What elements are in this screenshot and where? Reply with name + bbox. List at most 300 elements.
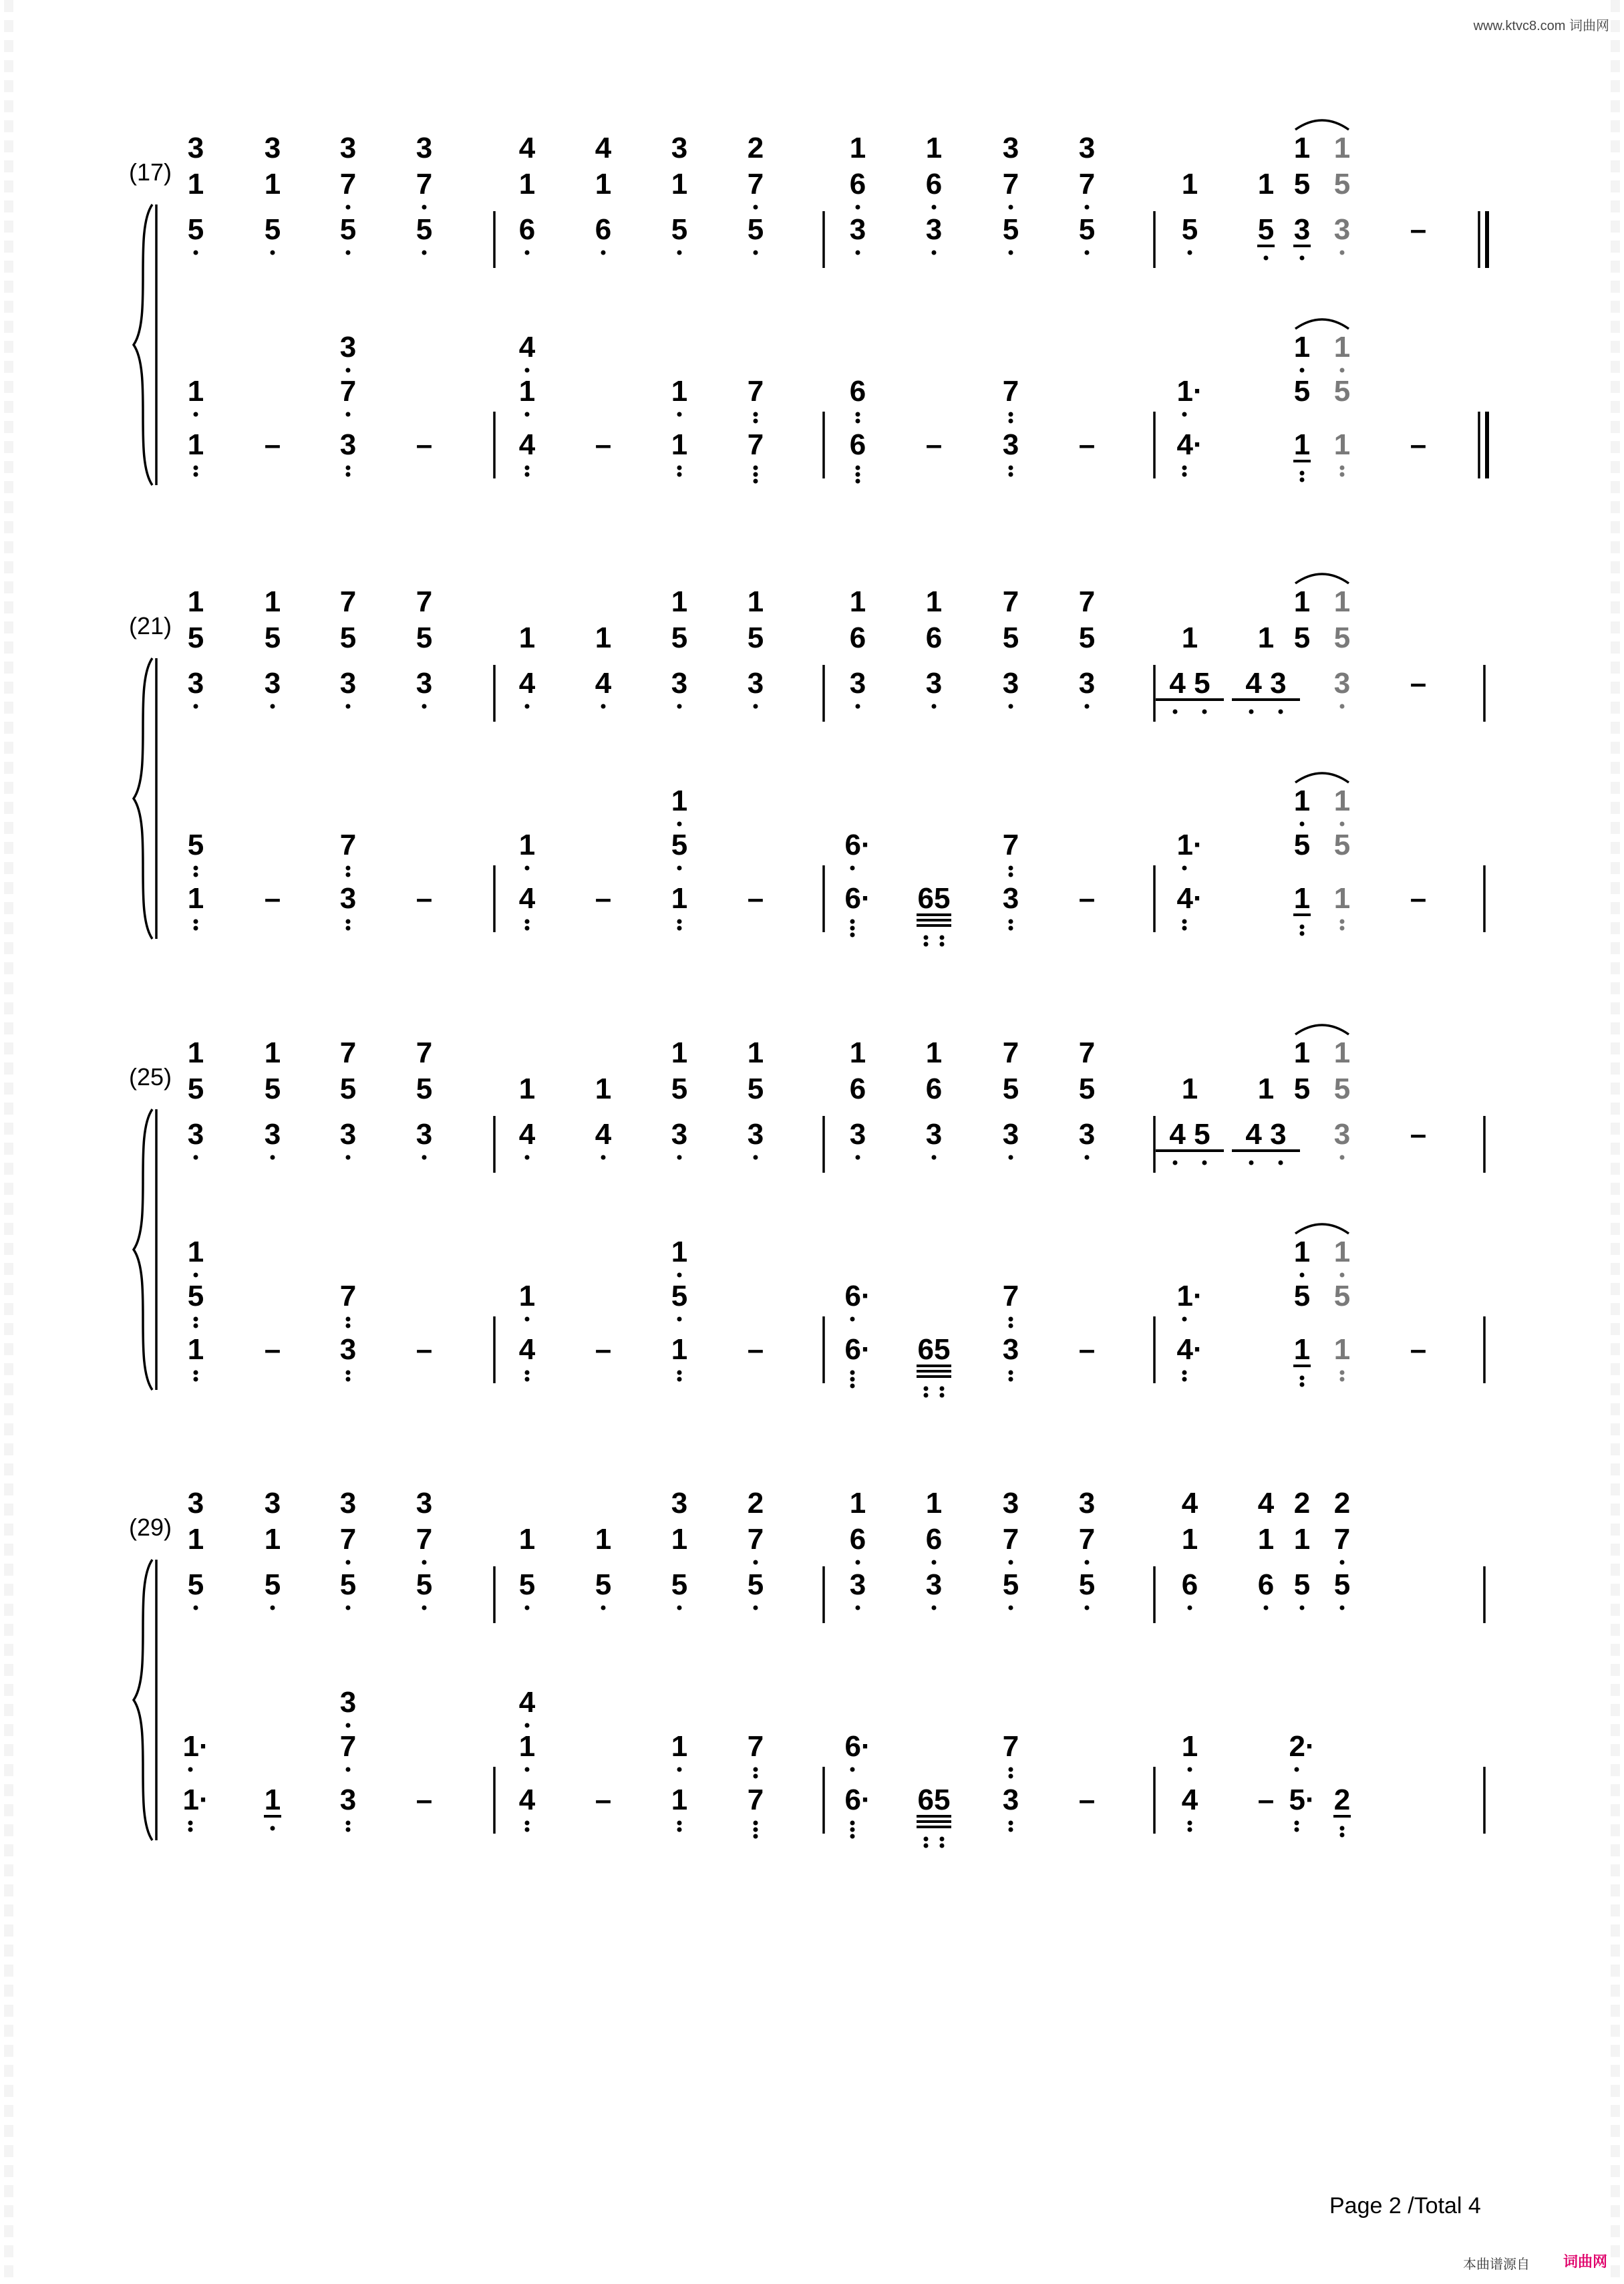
- note-digit: 5: [1333, 621, 1351, 654]
- note-digit: 6: [849, 621, 866, 654]
- octave-dot: [1182, 1317, 1187, 1322]
- note-digit: 5: [1002, 213, 1019, 246]
- note-digit: 5: [187, 829, 204, 861]
- note-digit: 5: [339, 621, 357, 654]
- octave-dot: [677, 926, 682, 931]
- octave-dot: [856, 419, 860, 424]
- note-digit: 3: [1002, 428, 1019, 461]
- octave-dot: [1188, 1767, 1192, 1772]
- octave-dot: [346, 251, 351, 255]
- octave-dot: [1009, 251, 1013, 255]
- octave-dot: [1300, 822, 1305, 827]
- note-digit: 1: [187, 1523, 204, 1556]
- octave-dot: [1009, 1371, 1013, 1375]
- note-digit: 5: [1293, 375, 1311, 408]
- note-digit: 1: [925, 132, 943, 164]
- note-digit: 7: [339, 168, 357, 200]
- octave-dot: [1202, 710, 1207, 714]
- octave-dot: [1340, 1833, 1345, 1838]
- octave-dot: [271, 1155, 275, 1160]
- note-digit: 3: [339, 1333, 357, 1366]
- note-digit: 1: [925, 585, 943, 618]
- octave-dot: [1340, 822, 1345, 827]
- note-digit: 3: [339, 132, 357, 164]
- note-digit: 5: [1333, 168, 1351, 200]
- note-digit: 6: [595, 213, 612, 246]
- octave-dot: [1009, 1317, 1013, 1322]
- note-digit: 7: [339, 1730, 357, 1763]
- note-digit: 5: [1293, 1073, 1311, 1105]
- octave-dot: [1009, 1324, 1013, 1328]
- note-digit: 5: [1002, 1568, 1019, 1601]
- octave-dot: [677, 412, 682, 417]
- note-digit: 6: [849, 375, 866, 408]
- octave-dot: [346, 472, 351, 477]
- note-digit: 7: [416, 1036, 433, 1069]
- note-digit: 3: [416, 1118, 433, 1151]
- note-digit: 6: [1257, 1568, 1275, 1601]
- octave-dot: [194, 1155, 198, 1160]
- octave-dot: [677, 466, 682, 470]
- octave-dot: [754, 1834, 758, 1839]
- note-digit: 1: [671, 375, 688, 408]
- octave-dot: [194, 412, 198, 417]
- octave-dot: [677, 919, 682, 924]
- rest-dash: –: [1410, 1118, 1427, 1151]
- octave-dot: [924, 942, 929, 947]
- octave-dot: [677, 1317, 682, 1322]
- note-digit: 3: [264, 667, 281, 700]
- note-digit: 3: [1078, 132, 1096, 164]
- note-digit: 5: [747, 621, 764, 654]
- octave-dot: [1249, 710, 1254, 714]
- note-digit: 1: [595, 168, 612, 200]
- note-digit: 6·: [844, 1280, 871, 1312]
- measure-number: (25): [129, 1063, 172, 1091]
- note-digit: 1: [671, 784, 688, 817]
- note-digit: 3: [925, 213, 943, 246]
- octave-dot: [1173, 710, 1178, 714]
- note-digit: 3: [1333, 213, 1351, 246]
- note-digit: 1: [518, 621, 536, 654]
- octave-dot: [1188, 1821, 1192, 1826]
- octave-dot: [346, 926, 351, 931]
- octave-dot: [422, 1155, 427, 1160]
- octave-dot: [940, 1393, 945, 1398]
- octave-dot: [677, 704, 682, 709]
- octave-dot: [850, 919, 855, 924]
- octave-dot: [422, 205, 427, 210]
- note-digit: 3: [1002, 882, 1019, 915]
- tie-arc: [1295, 120, 1349, 130]
- note-digit: 1: [1293, 882, 1311, 915]
- octave-dot: [1340, 1371, 1345, 1375]
- note-digit: 1: [518, 1730, 536, 1763]
- note-digit: 7: [1002, 1730, 1019, 1763]
- octave-dot: [346, 1324, 351, 1328]
- note-digit: 3: [339, 1487, 357, 1520]
- note-digit: 1: [264, 1783, 281, 1816]
- octave-dot: [754, 1774, 758, 1779]
- octave-dot: [754, 1828, 758, 1832]
- rest-dash: –: [595, 1333, 612, 1366]
- note-digit: 1: [187, 1333, 204, 1366]
- octave-dot: [188, 1828, 193, 1832]
- note-digit: 2: [1333, 1783, 1351, 1816]
- note-digit: 6: [518, 213, 536, 246]
- note-digit: 1·: [1176, 375, 1203, 408]
- octave-dot: [1264, 256, 1269, 261]
- octave-dot: [1300, 925, 1305, 930]
- octave-dot: [525, 1723, 530, 1728]
- octave-dot: [194, 1606, 198, 1610]
- octave-dot: [1188, 251, 1192, 255]
- octave-dot: [346, 919, 351, 924]
- note-digit: 4: [518, 882, 536, 915]
- octave-dot: [932, 205, 937, 210]
- octave-dot: [754, 472, 758, 477]
- note-digit: 4: [518, 667, 536, 700]
- note-digit: 4 3: [1245, 1118, 1287, 1151]
- octave-dot: [850, 1371, 855, 1375]
- tie-arc: [1295, 574, 1349, 583]
- note-digit: 5: [1293, 1280, 1311, 1312]
- note-digit: 1: [747, 585, 764, 618]
- octave-dot: [677, 822, 682, 827]
- octave-dot: [754, 479, 758, 484]
- note-digit: 5: [1333, 829, 1351, 861]
- note-digit: 1: [264, 168, 281, 200]
- octave-dot: [856, 205, 860, 210]
- rest-dash: –: [595, 1783, 612, 1816]
- octave-dot: [525, 472, 530, 477]
- octave-dot: [194, 466, 198, 470]
- octave-dot: [677, 251, 682, 255]
- note-digit: 5: [416, 213, 433, 246]
- note-digit: 2: [1293, 1487, 1311, 1520]
- octave-dot: [754, 412, 758, 417]
- note-digit: 1: [518, 168, 536, 200]
- octave-dot: [194, 472, 198, 477]
- note-digit: 5: [187, 1073, 204, 1105]
- note-digit: 1: [187, 882, 204, 915]
- note-digit: 6: [1181, 1568, 1198, 1601]
- note-digit: 3: [416, 667, 433, 700]
- note-digit: 1: [1293, 428, 1311, 461]
- note-digit: 1: [1257, 1073, 1275, 1105]
- note-digit: 1: [595, 1523, 612, 1556]
- note-digit: 1: [1293, 331, 1311, 364]
- octave-dot: [856, 466, 860, 470]
- octave-dot: [1009, 1774, 1013, 1779]
- note-digit: 7: [747, 428, 764, 461]
- octave-dot: [1188, 1828, 1192, 1832]
- octave-dot: [1182, 412, 1187, 417]
- note-digit: 5: [1293, 621, 1311, 654]
- rest-dash: –: [264, 882, 281, 915]
- note-digit: 4·: [1176, 428, 1203, 461]
- note-digit: 3: [187, 1118, 204, 1151]
- note-digit: 3: [925, 1118, 943, 1151]
- note-digit: 3: [1002, 667, 1019, 700]
- tie-arc: [1295, 319, 1349, 329]
- note-digit: 3: [1333, 1118, 1351, 1151]
- octave-dot: [1085, 1606, 1090, 1610]
- note-digit: 3: [849, 1568, 866, 1601]
- note-digit: 7: [1002, 829, 1019, 861]
- octave-dot: [525, 704, 530, 709]
- measure-number: (21): [129, 612, 172, 639]
- octave-dot: [856, 704, 860, 709]
- note-digit: 3: [264, 132, 281, 164]
- note-digit: 5: [1257, 213, 1275, 246]
- note-digit: 1: [1333, 132, 1351, 164]
- note-digit: 1: [925, 1036, 943, 1069]
- octave-dot: [346, 1606, 351, 1610]
- note-digit: 3: [264, 1118, 281, 1151]
- note-digit: 1: [264, 1523, 281, 1556]
- note-digit: 5: [1002, 621, 1019, 654]
- note-digit: 6: [925, 621, 943, 654]
- octave-dot: [1009, 1155, 1013, 1160]
- octave-dot: [1300, 1606, 1305, 1610]
- octave-dot: [271, 1606, 275, 1610]
- octave-dot: [856, 1155, 860, 1160]
- note-digit: 4: [518, 331, 536, 364]
- note-digit: 6: [849, 1073, 866, 1105]
- note-digit: 4·: [1176, 1333, 1203, 1366]
- octave-dot: [850, 1821, 855, 1826]
- footer-source-text: 本曲谱源自: [1463, 2256, 1530, 2272]
- octave-dot: [856, 412, 860, 417]
- octave-dot: [850, 1767, 855, 1772]
- note-digit: 3: [671, 667, 688, 700]
- octave-dot: [1295, 1828, 1299, 1832]
- octave-dot: [525, 866, 530, 871]
- octave-dot: [754, 419, 758, 424]
- octave-dot: [1340, 368, 1345, 373]
- note-digit: 1: [1257, 168, 1275, 200]
- note-digit: 3: [1002, 1487, 1019, 1520]
- octave-dot: [1188, 1606, 1192, 1610]
- note-digit: 1: [671, 882, 688, 915]
- note-digit: 1: [671, 1730, 688, 1763]
- measure-number: (29): [129, 1514, 172, 1541]
- header-site-label: www.ktvc8.com 词曲网: [1473, 19, 1609, 33]
- octave-dot: [856, 251, 860, 255]
- note-digit: 5: [187, 213, 204, 246]
- note-digit: 1·: [1176, 829, 1203, 861]
- octave-dot: [754, 1155, 758, 1160]
- note-digit: 7: [1002, 168, 1019, 200]
- octave-dot: [1340, 919, 1345, 924]
- rest-dash: –: [1410, 428, 1427, 461]
- note-digit: 3: [187, 132, 204, 164]
- octave-dot: [1340, 1560, 1345, 1565]
- note-digit: 3: [747, 667, 764, 700]
- octave-dot: [932, 1155, 937, 1160]
- note-digit: 65: [917, 882, 951, 915]
- note-digit: 4: [518, 1686, 536, 1719]
- octave-dot: [1085, 704, 1090, 709]
- octave-dot: [677, 1828, 682, 1832]
- octave-dot: [346, 1767, 351, 1772]
- rest-dash: –: [1410, 213, 1427, 246]
- note-digit: 1: [187, 428, 204, 461]
- octave-dot: [850, 1828, 855, 1832]
- note-digit: 1: [849, 585, 866, 618]
- note-digit: 4: [518, 1118, 536, 1151]
- note-digit: 5: [264, 1073, 281, 1105]
- note-digit: 5: [747, 1073, 764, 1105]
- note-digit: 5: [339, 1073, 357, 1105]
- octave-dot: [1202, 1161, 1207, 1165]
- rest-dash: –: [264, 1333, 281, 1366]
- octave-dot: [1009, 926, 1013, 931]
- octave-dot: [1300, 471, 1305, 476]
- note-digit: 4: [595, 132, 612, 164]
- note-digit: 5: [671, 621, 688, 654]
- note-digit: 5: [416, 621, 433, 654]
- octave-dot: [1182, 472, 1187, 477]
- note-digit: 5: [595, 1568, 612, 1601]
- octave-dot: [188, 1821, 193, 1826]
- octave-dot: [194, 926, 198, 931]
- octave-dot: [1182, 866, 1187, 871]
- note-digit: 4 5: [1169, 1118, 1210, 1151]
- note-digit: 3: [849, 213, 866, 246]
- octave-dot: [194, 919, 198, 924]
- note-digit: 3: [339, 428, 357, 461]
- octave-dot: [346, 866, 351, 871]
- note-digit: 5: [1333, 1280, 1351, 1312]
- note-digit: 5: [1293, 1568, 1311, 1601]
- note-digit: 1: [518, 829, 536, 861]
- octave-dot: [932, 704, 937, 709]
- note-digit: 5: [264, 621, 281, 654]
- note-digit: 6: [925, 1073, 943, 1105]
- note-digit: 5: [1078, 213, 1096, 246]
- octave-dot: [1009, 412, 1013, 417]
- octave-dot: [194, 1377, 198, 1382]
- octave-dot: [346, 1828, 351, 1832]
- note-digit: 4 3: [1245, 667, 1287, 700]
- octave-dot: [194, 866, 198, 871]
- octave-dot: [525, 368, 530, 373]
- octave-dot: [1340, 1606, 1345, 1610]
- octave-dot: [601, 1606, 606, 1610]
- octave-dot: [1009, 1606, 1013, 1610]
- page-indicator: Page 2 /Total 4: [1329, 2193, 1481, 2219]
- note-digit: 3: [1002, 1783, 1019, 1816]
- octave-dot: [924, 1387, 929, 1391]
- note-digit: 1: [671, 1523, 688, 1556]
- system-brace: [134, 1109, 152, 1390]
- note-digit: 5: [747, 1568, 764, 1601]
- note-digit: 1: [671, 428, 688, 461]
- note-digit: 1: [1181, 1523, 1198, 1556]
- octave-dot: [422, 704, 427, 709]
- octave-dot: [601, 251, 606, 255]
- note-digit: 1: [671, 1333, 688, 1366]
- note-digit: 1: [1293, 784, 1311, 817]
- octave-dot: [1249, 1161, 1254, 1165]
- note-digit: 5: [671, 829, 688, 861]
- octave-dot: [754, 704, 758, 709]
- octave-dot: [346, 1317, 351, 1322]
- note-digit: 2: [747, 1487, 764, 1520]
- note-digit: 3: [925, 1568, 943, 1601]
- octave-dot: [856, 479, 860, 484]
- octave-dot: [924, 1393, 929, 1398]
- note-digit: 1: [264, 1036, 281, 1069]
- note-digit: 3: [339, 882, 357, 915]
- note-digit: 3: [747, 1118, 764, 1151]
- note-digit: 7: [747, 1523, 764, 1556]
- note-digit: 1·: [182, 1730, 209, 1763]
- note-digit: 3: [671, 1487, 688, 1520]
- octave-dot: [346, 704, 351, 709]
- octave-dot: [525, 466, 530, 470]
- octave-dot: [1300, 478, 1305, 482]
- note-digit: 1: [1181, 1730, 1198, 1763]
- octave-dot: [754, 1821, 758, 1826]
- tie-arc: [1295, 1224, 1349, 1234]
- octave-dot: [194, 1371, 198, 1375]
- note-digit: 3: [1078, 1118, 1096, 1151]
- note-digit: 1: [1293, 1036, 1311, 1069]
- octave-dot: [1009, 704, 1013, 709]
- octave-dot: [856, 1606, 860, 1610]
- note-digit: 1: [518, 1523, 536, 1556]
- octave-dot: [346, 1155, 351, 1160]
- octave-dot: [525, 926, 530, 931]
- note-digit: 1: [595, 1073, 612, 1105]
- note-digit: 1: [518, 1073, 536, 1105]
- note-digit: 4·: [1176, 882, 1203, 915]
- note-digit: 5: [416, 1568, 433, 1601]
- note-digit: 5: [339, 213, 357, 246]
- octave-dot: [932, 1606, 937, 1610]
- octave-dot: [1085, 205, 1090, 210]
- octave-dot: [194, 251, 198, 255]
- octave-dot: [850, 1834, 855, 1839]
- octave-dot: [422, 251, 427, 255]
- rest-dash: –: [595, 428, 612, 461]
- octave-dot: [194, 704, 198, 709]
- octave-dot: [1264, 1606, 1269, 1610]
- octave-dot: [525, 251, 530, 255]
- octave-dot: [850, 1377, 855, 1382]
- octave-dot: [677, 472, 682, 477]
- note-digit: 3: [339, 667, 357, 700]
- rest-dash: –: [1257, 1783, 1275, 1816]
- note-digit: 6: [849, 168, 866, 200]
- note-digit: 3: [187, 667, 204, 700]
- rest-dash: –: [1078, 1783, 1096, 1816]
- octave-dot: [1340, 1155, 1345, 1160]
- octave-dot: [1009, 1560, 1013, 1565]
- octave-dot: [1182, 919, 1187, 924]
- note-digit: 5: [1333, 375, 1351, 408]
- octave-dot: [932, 1560, 937, 1565]
- note-digit: 5: [187, 621, 204, 654]
- octave-dot: [1300, 368, 1305, 373]
- octave-dot: [1009, 419, 1013, 424]
- octave-dot: [1340, 704, 1345, 709]
- note-digit: 4: [595, 1118, 612, 1151]
- tie-arc: [1295, 1025, 1349, 1034]
